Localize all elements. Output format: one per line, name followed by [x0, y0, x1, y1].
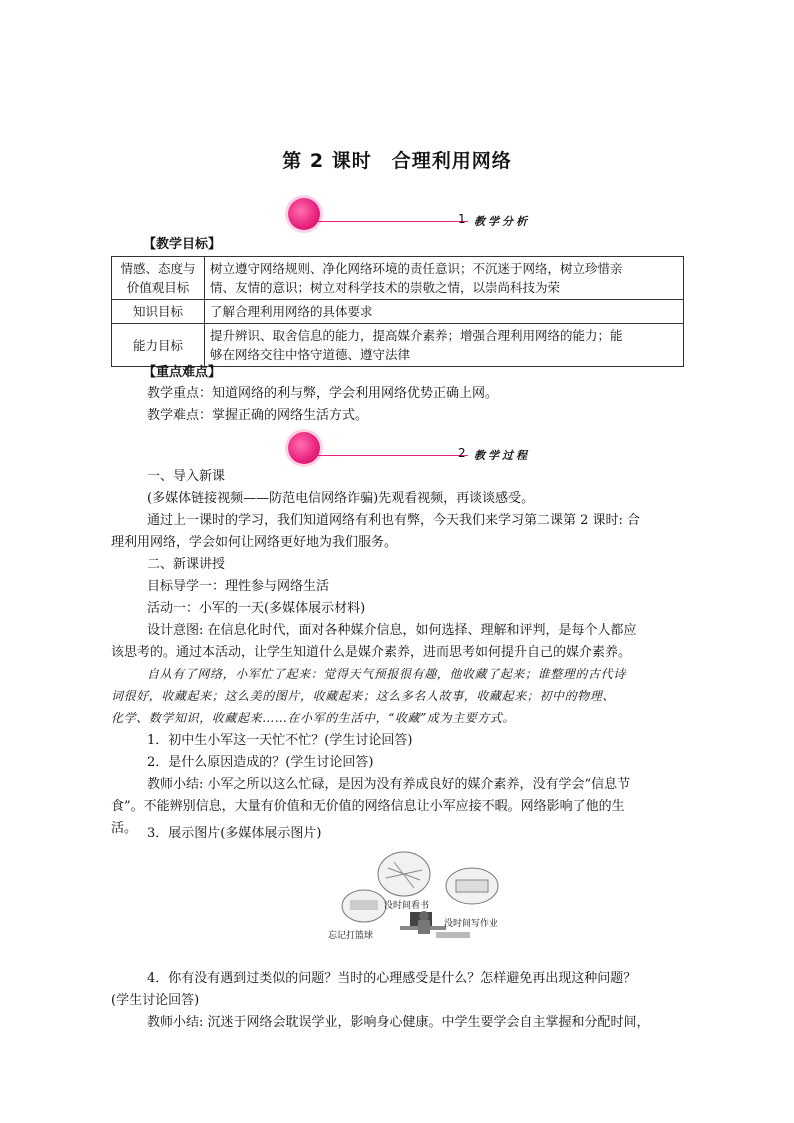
section-label: 教学过程: [474, 449, 530, 462]
section-number: 1: [458, 212, 466, 226]
para-line: 设计意图: 在信息化时代，面对各种媒介信息，如何选择、理解和评判，是每个人都应: [147, 623, 637, 638]
key-point: 教学重点：知道网络的利与弊，学会利用网络优势正确上网。: [147, 386, 499, 401]
para-line: 教师小结: 小军之所以这么忙碌，是因为没有养成良好的媒介素养，没有学会“信息节: [147, 777, 631, 792]
section-label: 教学分析: [474, 215, 530, 228]
para-line: 一、导入新课: [147, 469, 226, 484]
material-line: 化学、数学知识，收藏起来……在小军的生活中，“收藏”成为主要方式。: [111, 711, 516, 725]
para-line: 二、新课讲授: [147, 557, 226, 572]
question-line: 2．是什么原因造成的？(学生讨论回答): [147, 755, 374, 770]
table-row: [112, 324, 684, 367]
banner-line: [318, 221, 468, 222]
caption-left: 忘记打篮球: [328, 931, 374, 941]
goal-label: 能力目标: [112, 324, 205, 367]
section-banner-2: [288, 432, 548, 466]
para-line: 目标导学一：理性参与网络生活: [147, 579, 330, 594]
table-row: [112, 300, 684, 324]
illustration-image: [326, 850, 502, 942]
question-line: 3．展示图片(多媒体展示图片): [147, 826, 322, 841]
caption-mid: 没时间看书: [384, 901, 430, 911]
question-line: (学生讨论回答): [111, 993, 200, 1008]
section-number: 2: [458, 446, 466, 460]
pink-circle-icon: [288, 198, 320, 230]
para-line: 该思考的。通过本活动，让学生知道什么是媒介素养，进而思考如何提升自己的媒介素养。: [111, 645, 632, 660]
question-line: 1．初中生小军这一天忙不忙？(学生讨论回答): [147, 733, 413, 748]
material-line: 词很好，收藏起来；这么美的图片，收藏起来；这么多名人故事，收藏起来；初中的物理、: [111, 689, 616, 703]
goals-heading: 【教学目标】: [143, 237, 222, 252]
caption-right: 没时间写作业: [444, 919, 499, 929]
key-heading: 【重点难点】: [143, 365, 222, 380]
goals-table: [111, 256, 684, 367]
goal-text: 提升辨识、取舍信息的能力，提高媒介素养；增强合理利用网络的能力；能 够在网络交往中恪守道德、遵守法律: [205, 324, 684, 367]
para-line: 活动一：小军的一天(多媒体展示材料): [147, 601, 366, 616]
material-line: 自从有了网络，小军忙了起来：觉得天气预报很有趣，他收藏了起来；谁整理的古代诗: [147, 667, 626, 681]
para-line: 教师小结: 沉迷于网络会耽误学业，影响身心健康。中学生要学会自主掌握和分配时间，: [147, 1015, 650, 1030]
goal-label: 知识目标: [112, 300, 205, 324]
pink-circle-icon: [288, 432, 320, 464]
para-line: (多媒体链接视频——防范电信网络诈骗)先观看视频，再谈谈感受。: [147, 491, 535, 506]
table-row: [112, 257, 684, 300]
para-line: 食”。不能辨别信息，大量有价值和无价值的网络信息让小军应接不暇。网络影响了他的生: [111, 799, 625, 814]
page-title: 第 2 课时 合理利用网络: [282, 150, 512, 172]
goal-label: 情感、态度与 价值观目标: [112, 257, 205, 300]
goal-text: 树立遵守网络规则、净化网络环境的责任意识；不沉迷于网络，树立珍惜亲 情、友情的意识；树立对科学技术的崇敬之情，以崇尚科技为荣: [205, 257, 684, 300]
section-banner-1: [288, 198, 548, 232]
difficult-point: 教学难点：掌握正确的网络生活方式。: [147, 408, 369, 423]
banner-line: [318, 455, 468, 456]
para-line: 活。: [111, 821, 138, 836]
para-line: 理利用网络，学会如何让网络更好地为我们服务。: [111, 535, 398, 550]
goal-text: 了解合理利用网络的具体要求: [205, 300, 684, 324]
para-line: 通过上一课时的学习，我们知道网络有利也有弊，今天我们来学习第二课第 2 课时: 合: [147, 513, 641, 528]
question-line: 4．你有没有遇到过类似的问题？当时的心理感受是什么？怎样避免再出现这种问题？: [147, 971, 637, 986]
